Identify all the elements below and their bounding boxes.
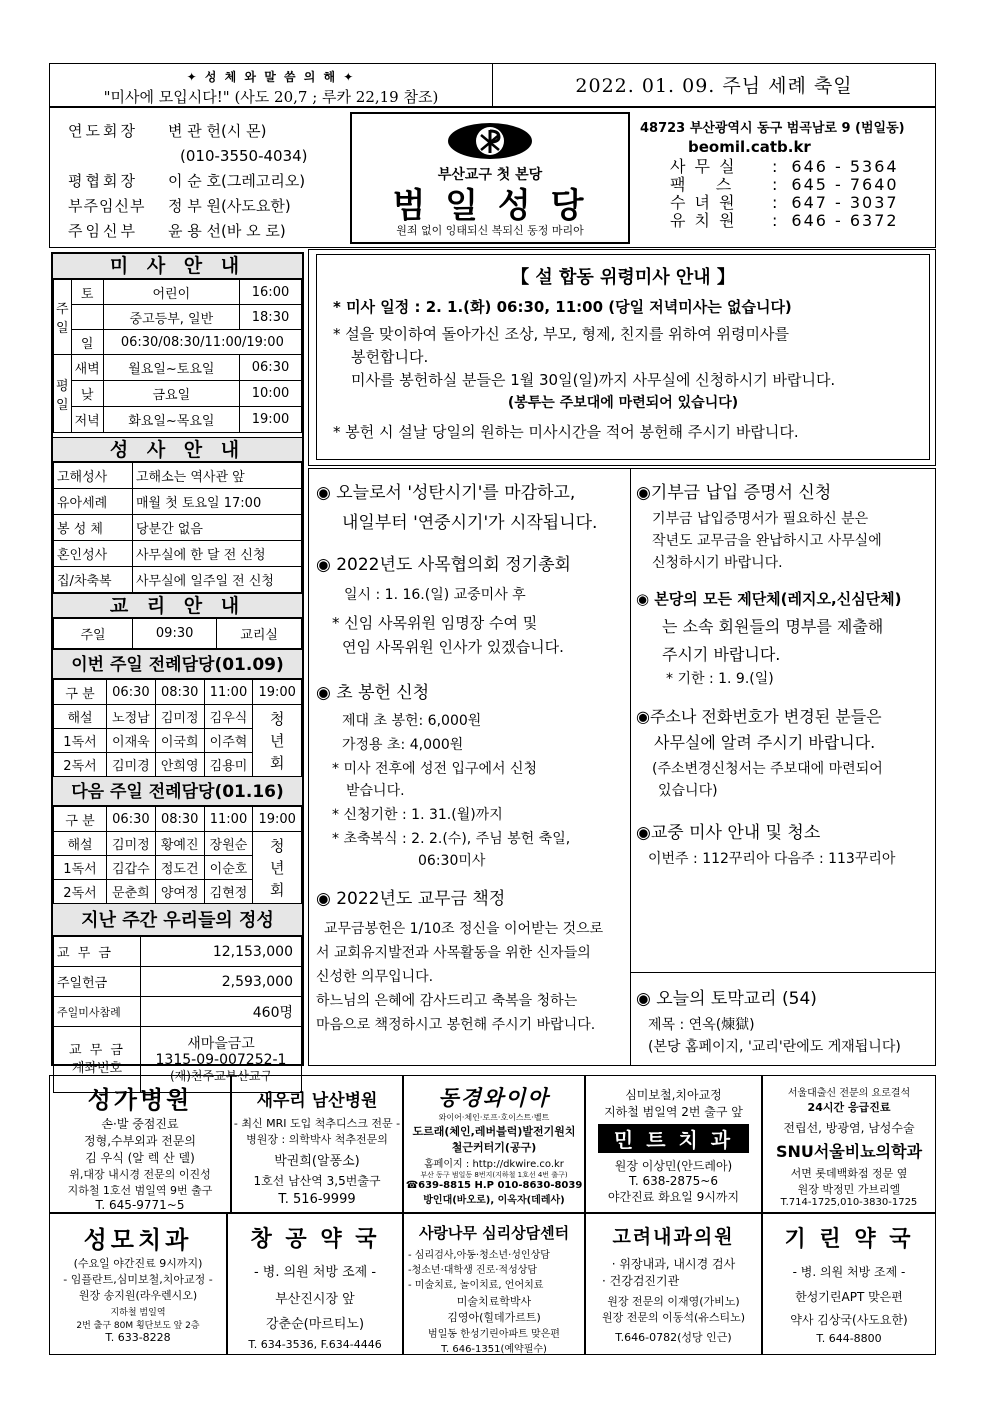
ad-line: 정형,수부외과 전문의 — [84, 1134, 196, 1148]
notice-title: ◉ 오늘의 토막교리 (54) — [636, 989, 817, 1009]
date-title: 2022. 01. 09. 주님 세례 축일 — [575, 75, 853, 97]
duty-this-table — [53, 679, 302, 777]
ad-goryeo-clinic — [585, 1213, 762, 1355]
duty-person: 김미정 — [107, 832, 156, 856]
notice-title: ◉ 초 봉헌 신청 — [316, 683, 430, 703]
ad-line: 24시간 응급진료 — [807, 1101, 891, 1114]
sacrament-name: 유아세례 — [54, 489, 133, 515]
ad-girin-pharmacy — [762, 1213, 936, 1355]
notice-line: 신성한 의무입니다. — [316, 969, 434, 985]
offering-title: 지난 주간 우리들의 정성 — [53, 903, 302, 936]
logo-motto: 원죄 없이 잉태되신 복되신 동정 마리아 — [396, 224, 584, 237]
ad-line: 심미보철,치아교정 — [625, 1088, 722, 1102]
mass-time: 06:30 — [240, 355, 302, 381]
duty-role: 2독서 — [54, 753, 107, 777]
ad-line: 김 우식 (알 렉 산 델) — [85, 1151, 195, 1165]
mass-time: 19:00 — [240, 407, 302, 433]
phone-label: 유 치 원 — [670, 211, 737, 230]
ad-line: 방인대(바오로), 이옥자(데레사) — [423, 1195, 565, 1206]
ad-snu-urology — [762, 1075, 936, 1213]
ad-phone: T. 516-9999 — [278, 1192, 356, 1207]
duty-col: 11:00 — [204, 680, 253, 705]
mass-day: 저녁 — [71, 407, 103, 433]
ad-phone: T. 633-8228 — [105, 1331, 171, 1344]
notice-line: * 미사 전후에 성전 입구에서 신청 — [332, 761, 538, 777]
ad-line: 강춘순(마르티노) — [265, 1317, 365, 1332]
phone-label: 팩 스 — [670, 175, 734, 194]
notice-line: * 초축복식 : 2. 2.(수), 주님 봉헌 축일, — [332, 831, 571, 847]
ad-line: 야간진료 화요일 9시까지 — [607, 1190, 740, 1204]
phone-row: 유 치 원 : 646 - 6372 — [670, 211, 899, 230]
youth-char: 회 — [269, 753, 285, 772]
youth-char: 년 — [269, 731, 285, 750]
mass-who: 화요일~목요일 — [103, 407, 239, 433]
ad-line: -청소년·대학생 진로·적성상담 — [408, 1265, 538, 1276]
ad-phone: T. 634-3536, F.634-4446 — [248, 1338, 382, 1351]
duty-person: 정도건 — [155, 856, 204, 880]
duty-col: 19:00 — [253, 680, 302, 705]
duty-person: 김미정 — [155, 705, 204, 729]
notice-line: * 신청기한 : 1. 31.(월)까지 — [332, 807, 503, 823]
notice-line: 사무실에 알려 주시기 바랍니다. — [654, 733, 876, 752]
ad-phone: T.714-1725,010-3830-1725 — [780, 1197, 918, 1208]
mass-who: 06:30/08:30/11:00/19:00 — [103, 330, 301, 355]
sacrament-name: 집/차축복 — [54, 567, 133, 593]
ad-line: - 임플란트,심미보철,치아교정 - — [63, 1273, 213, 1286]
sacrament-info: 당분간 없음 — [133, 515, 302, 541]
staff-name: 이 순 호(그레고리오) — [168, 172, 306, 190]
duty-person: 김현정 — [204, 880, 253, 904]
notice-title: ◉기부금 납입 증명서 신청 — [636, 483, 832, 503]
phone-label: 사 무 실 — [670, 157, 737, 176]
phone-number: 645 - 7640 — [791, 175, 899, 194]
logo-church-name: 범 일 성 당 — [392, 186, 588, 226]
account-bank: 새마을금고 — [187, 1035, 255, 1052]
catechism-time: 09:30 — [133, 619, 217, 649]
duty-person: 문춘희 — [107, 880, 156, 904]
ad-line: - 병. 의원 처방 조제 - — [792, 1265, 906, 1279]
notice-line: 하느님의 은혜에 감사드리고 축복을 청하는 — [316, 993, 578, 1009]
ad-line: - 심리검사,아동·청소년·성인상담 — [408, 1250, 550, 1261]
offering-label: 교 무 금 — [54, 937, 141, 967]
staff-name: 변 관 헌(시 몬) — [168, 122, 267, 140]
right-notices — [636, 478, 934, 870]
ad-line: 지하철 1호선 범일역 9번 출구 — [67, 1184, 213, 1197]
notice-line: (주소변경신청서는 주보대에 마련되어 — [652, 761, 883, 777]
ad-line: - 최신 MRI 도입 척추디스크 전문 - — [233, 1117, 401, 1130]
ad-line: 원장 박정민 가브리엘 — [797, 1183, 901, 1196]
motto-title: ✦ 성 체 와 말 씀 의 해 ✦ — [186, 70, 356, 84]
sunday-label: 주일 — [54, 280, 72, 355]
notice-line: 있습니다) — [658, 783, 718, 799]
ad-changgong-pharmacy — [227, 1213, 403, 1355]
ad-dongkyung-wire — [403, 1075, 585, 1213]
notice-line: 서 교회유지발전과 사목활동을 위한 신자들의 — [316, 945, 591, 961]
duty-col: 11:00 — [204, 807, 253, 832]
duty-person: 김우식 — [204, 705, 253, 729]
duty-person: 김갑수 — [107, 856, 156, 880]
offering-label: 주일헌금 — [54, 967, 141, 997]
duty-role: 2독서 — [54, 880, 107, 904]
weekday-label: 평일 — [54, 355, 72, 433]
duty-person: 김용미 — [204, 753, 253, 777]
duty-col: 19:00 — [253, 807, 302, 832]
account-label-line: 계좌번호 — [71, 1060, 123, 1076]
duty-col: 구 분 — [54, 680, 107, 705]
catechism-table — [53, 618, 302, 649]
sacrament-info: 사무실에 일주일 전 신청 — [133, 567, 302, 593]
ad-phone: T. 644-8800 — [816, 1332, 882, 1345]
staff-name: 윤 용 선(바 오 로) — [168, 222, 286, 240]
sacrament-name: 혼인성사 — [54, 541, 133, 567]
ad-title: 새우리 남산병원 — [256, 1091, 378, 1111]
ad-title: 고려내과의원 — [612, 1226, 735, 1248]
duty-col: 08:30 — [155, 807, 204, 832]
website-link[interactable]: beomil.catb.kr — [688, 138, 811, 156]
offering-value: 12,153,000 — [141, 937, 302, 967]
sacrament-info: 고해소는 역사관 앞 — [133, 463, 302, 489]
notice-line: 제목 : 연옥(煉獄) — [648, 1017, 755, 1033]
youth-char: 회 — [269, 880, 285, 899]
ad-line: 원장 이상민(안드레아) — [614, 1159, 733, 1173]
staff-row — [68, 119, 338, 144]
offering-label: 주일미사참례 — [54, 997, 141, 1027]
staff-row — [68, 169, 338, 194]
ad-line: 전립선, 방광염, 남성수술 — [783, 1121, 915, 1135]
youth-char: 청 — [269, 709, 285, 728]
top-notice-line: * 봉헌 시 설날 당일의 원하는 미사시간을 적어 봉헌해 주시기 바랍니다. — [333, 423, 799, 441]
notice-line: 이번주 : 112꾸리아 다음주 : 113꾸리아 — [648, 851, 896, 867]
top-notice-inner — [316, 254, 930, 460]
ad-sarangnamu-counseling — [403, 1213, 585, 1355]
header-date-box — [492, 63, 936, 107]
duty-person: 김미경 — [107, 753, 156, 777]
ad-line: 범일동 한성기린아파트 맞은편 — [428, 1329, 560, 1340]
offering-value: 2,593,000 — [141, 967, 302, 997]
left-notices — [316, 478, 628, 1036]
notice-line: 연임 사목위원 인사가 있겠습니다. — [342, 638, 564, 656]
catechism-day: 주일 — [54, 619, 133, 649]
catechism-title: 교 리 안 내 — [53, 593, 302, 618]
offering-value: 460명 — [141, 997, 302, 1027]
ad-line: (수요일 야간진료 9시까지) — [73, 1257, 203, 1270]
motto-text: "미사에 모입시다!" (사도 20,7 ; 루카 22,19 참조) — [103, 88, 439, 106]
ad-line: 원장 전문의 이재영(가비노) — [607, 1295, 740, 1308]
ad-line: 한성기린APT 맞은편 — [795, 1290, 903, 1304]
doctrine-notice — [636, 984, 934, 1058]
mass-table — [53, 279, 302, 433]
youth-group — [253, 832, 302, 904]
ad-phone: T.646-0782(성당 인근) — [615, 1331, 732, 1344]
chi-rho-emblem-icon — [447, 122, 533, 160]
ad-line: - 병. 의원 처방 조제 - — [253, 1265, 377, 1280]
duty-col: 06:30 — [107, 807, 156, 832]
ad-link[interactable]: 홈페이지 : http://dkwire.co.kr — [424, 1159, 564, 1170]
ad-line: 병원장 : 의학박사 척추전문의 — [246, 1133, 388, 1146]
notice-line: 작년도 교무금을 완납하시고 사무실에 — [652, 533, 882, 549]
ad-line: 지하철 범일역 2번 출구 앞 — [604, 1105, 743, 1119]
account-holder: (재)천주교부산교구 — [169, 1068, 273, 1083]
ad-seongga-hospital — [49, 1075, 231, 1213]
staff-list — [68, 119, 338, 244]
contact-block — [640, 117, 932, 230]
account-label-line: 교 무 금 — [69, 1042, 125, 1058]
staff-phone: (010-3550-4034) — [180, 147, 308, 165]
phone-number: 646 - 6372 — [791, 211, 899, 230]
notice-line: ◉ 오늘로서 '성탄시기'를 마감하고, — [316, 483, 576, 503]
staff-role: 부주임신부 — [68, 197, 146, 215]
ad-title: 성가병원 — [87, 1086, 193, 1114]
phone-row: 팩 스 : 645 - 7640 — [670, 175, 899, 194]
notice-line: 마음으로 책정하시고 봉헌해 주시기 바랍니다. — [316, 1017, 596, 1033]
duty-this-title: 이번 주일 전례담당(01.09) — [53, 649, 302, 679]
top-notice-line: 봉헌합니다. — [351, 348, 429, 366]
duty-role: 1독서 — [54, 856, 107, 880]
notices-divider — [630, 468, 631, 1066]
staff-row — [68, 144, 338, 169]
duty-person: 이재욱 — [107, 729, 156, 753]
mass-who: 금요일 — [103, 381, 239, 407]
ad-title: 동경와이아 — [438, 1086, 550, 1110]
ad-title: 성모치과 — [83, 1226, 193, 1254]
phone-number: 647 - 3037 — [791, 193, 899, 212]
ad-line: 부산진시장 앞 — [275, 1292, 355, 1307]
duty-col: 구 분 — [54, 807, 107, 832]
ad-title: 사랑나무 심리상담센터 — [418, 1224, 570, 1242]
duty-next-table — [53, 806, 302, 904]
staff-row — [68, 194, 338, 219]
sacrament-name: 봉 성 체 — [54, 515, 133, 541]
ad-phone: T. 646-1351(예약필수) — [441, 1344, 547, 1355]
duty-person: 이주혁 — [204, 729, 253, 753]
youth-group — [253, 705, 302, 777]
notice-line: ◉주소나 전화번호가 변경된 분들은 — [636, 707, 882, 726]
catechism-place: 교리실 — [217, 619, 302, 649]
ad-line: 원장 송지원(라우렌시오) — [78, 1289, 198, 1302]
notice-line: * 신임 사목위원 임명장 수여 및 — [332, 614, 538, 632]
ad-line: 지하철 범일역 — [110, 1308, 166, 1318]
staff-name: 정 부 원(사도요한) — [168, 197, 291, 215]
duty-role: 해설 — [54, 832, 107, 856]
ad-line: 철근커터기(공구) — [451, 1141, 537, 1154]
mass-who: 중고등부, 일반 — [103, 305, 239, 330]
notice-line: (본당 홈페이지, '교리'란에도 게재됩니다) — [648, 1039, 901, 1055]
ad-phone: ☎639-8815 H.P 010-8630-8039 — [405, 1180, 583, 1191]
ad-line: · 위장내과, 내시경 검사 — [611, 1257, 736, 1271]
notice-line: 제대 초 봉헌: 6,000원 — [342, 713, 482, 729]
ad-seongmo-dental — [49, 1213, 227, 1355]
notice-line: * 기한 : 1. 9.(일) — [666, 671, 774, 687]
ad-line: 2번 출구 80M 횡단보도 앞 2층 — [76, 1321, 200, 1331]
phone-number: 646 - 5364 — [791, 157, 899, 176]
mass-time: 18:30 — [240, 305, 302, 330]
notice-line: 교무금봉헌은 1/10조 정신을 이어받는 것으로 — [324, 921, 604, 937]
address: 48723 부산광역시 동구 범곡남로 9 (범일동) — [640, 121, 905, 136]
top-notice-line: (봉투는 주보대에 마련되어 있습니다) — [507, 395, 739, 411]
duty-col: 08:30 — [155, 680, 204, 705]
top-notice-title: 【 설 합동 위령미사 안내 】 — [511, 267, 735, 288]
youth-char: 청 — [269, 836, 285, 855]
header-motto-box — [49, 63, 493, 107]
ad-line: 서울대출신 전문의 요로결석 — [787, 1088, 911, 1099]
mass-time: 16:00 — [240, 280, 302, 305]
ad-title: 창 공 약 국 — [250, 1227, 380, 1252]
duty-person: 양여정 — [155, 880, 204, 904]
ad-title: 민 트 치 과 — [598, 1124, 749, 1153]
mass-who: 월요일~토요일 — [103, 355, 239, 381]
mass-day: 낮 — [71, 381, 103, 407]
notice-line: 일시 : 1. 16.(일) 교중미사 후 — [344, 587, 526, 603]
duty-person: 이순호 — [204, 856, 253, 880]
duty-next-title: 다음 주일 전례담당(01.16) — [53, 776, 302, 806]
duty-col: 06:30 — [107, 680, 156, 705]
notice-line: 받습니다. — [346, 783, 405, 799]
staff-role: 연도회장 — [68, 122, 138, 140]
mass-title: 미 사 안 내 — [53, 254, 302, 279]
ad-line: 원장 전문의 이동석(유스티노) — [601, 1311, 746, 1324]
duty-role: 1독서 — [54, 729, 107, 753]
mass-time: 10:00 — [240, 381, 302, 407]
notice-line: 는 소속 회원들의 명부를 제출해 — [662, 617, 884, 636]
ad-line: 부산 동구 범일동 8번지(지하철 1호선 4번 출구) — [420, 1171, 568, 1179]
notice-line: 가정용 초: 4,000원 — [342, 737, 464, 753]
ad-phone: T. 638-2875~6 — [629, 1174, 718, 1188]
ad-line: 손·발 중점진료 — [101, 1117, 179, 1131]
ad-line: 1호선 남산역 3,5번출구 — [253, 1174, 381, 1188]
logo-box — [350, 112, 630, 244]
ad-line: · 건강검진기관 — [602, 1274, 680, 1288]
notice-line: ◉ 본당의 모든 제단체(레지오,신심단체) — [636, 590, 902, 608]
top-notice-line: * 미사 일정 : 2. 1.(화) 06:30, 11:00 (당일 저녁미사는 없습니다) — [333, 298, 792, 316]
staff-role: 평협회장 — [68, 172, 138, 190]
ad-title: SNU서울비뇨의학과 — [775, 1142, 923, 1161]
ad-line: 서면 롯데백화점 정문 옆 — [790, 1167, 908, 1180]
notice-title: ◉ 2022년도 교무금 책정 — [316, 889, 506, 909]
notice-line: 06:30미사 — [418, 853, 486, 869]
account-number: 1315-09-007252-1 — [155, 1051, 287, 1068]
sacraments-title: 성 사 안 내 — [53, 437, 302, 462]
mass-who: 어린이 — [103, 280, 239, 305]
ad-title: 기 린 약 국 — [784, 1227, 914, 1252]
mass-day: 새벽 — [71, 355, 103, 381]
notice-line: 내일부터 '연중시기'가 시작됩니다. — [342, 513, 598, 533]
sacraments-table — [53, 462, 302, 593]
ad-line: 위,대장 내시경 전문의 이진성 — [69, 1168, 211, 1181]
duty-person: 이국희 — [155, 729, 204, 753]
staff-role: 주임신부 — [68, 222, 138, 240]
sacrament-info: 사무실에 한 달 전 신청 — [133, 541, 302, 567]
top-notice-line: * 설을 맞이하여 돌아가신 조상, 부모, 형제, 친지를 위하여 위령미사를 — [333, 325, 789, 343]
ad-namsan-hospital — [231, 1075, 403, 1213]
phone-list — [640, 158, 932, 230]
ad-line: 박권희(알퐁소) — [274, 1154, 360, 1169]
ad-line: - 미술치료, 놀이치료, 언어치료 — [408, 1280, 544, 1291]
duty-role: 해설 — [54, 705, 107, 729]
phone-label: 수 녀 원 — [670, 193, 737, 212]
ad-mint-dental — [585, 1075, 762, 1213]
notice-line: 기부금 납입증명서가 필요하신 분은 — [652, 511, 869, 527]
notice-line: 신청하시기 바랍니다. — [652, 555, 783, 571]
phone-row: 사 무 실 : 646 - 5364 — [670, 157, 899, 176]
offering-table — [53, 936, 302, 1093]
duty-person: 안희영 — [155, 753, 204, 777]
duty-person: 노정남 — [107, 705, 156, 729]
ad-phone: T. 645-9771~5 — [95, 1198, 185, 1212]
staff-row — [68, 219, 338, 244]
logo-subtitle: 부산교구 첫 본당 — [437, 167, 543, 183]
notice-line: 주시기 바랍니다. — [662, 645, 781, 664]
ad-line: 약사 김상국(사도요한) — [790, 1313, 908, 1327]
notice-title: ◉교중 미사 안내 및 청소 — [636, 823, 821, 843]
top-notice-line: 미사를 봉헌하실 분들은 1월 30일(일)까지 사무실에 신청하시기 바랍니다. — [351, 371, 836, 389]
notice-title: ◉ 2022년도 사목협의회 정기총회 — [316, 555, 571, 575]
sacrament-name: 고해성사 — [54, 463, 133, 489]
duty-person: 장원순 — [204, 832, 253, 856]
ad-line: 와이어·체인·로프·호이스트·벨트 — [438, 1113, 550, 1122]
phone-row: 수 녀 원 : 647 - 3037 — [670, 193, 899, 212]
ad-line: 도르래(체인,레버블럭)발전기원치 — [412, 1125, 576, 1138]
duty-person: 황예진 — [155, 832, 204, 856]
sacrament-info: 매월 첫 토요일 17:00 — [133, 489, 302, 515]
ad-line: 미술치료학박사 — [456, 1295, 532, 1308]
ad-line: 김영아(힐데가르트) — [447, 1311, 541, 1324]
notices-divider-h — [630, 972, 936, 973]
mass-day: 일 — [71, 330, 103, 355]
youth-char: 년 — [269, 858, 285, 877]
mass-day: 토 — [71, 280, 103, 305]
